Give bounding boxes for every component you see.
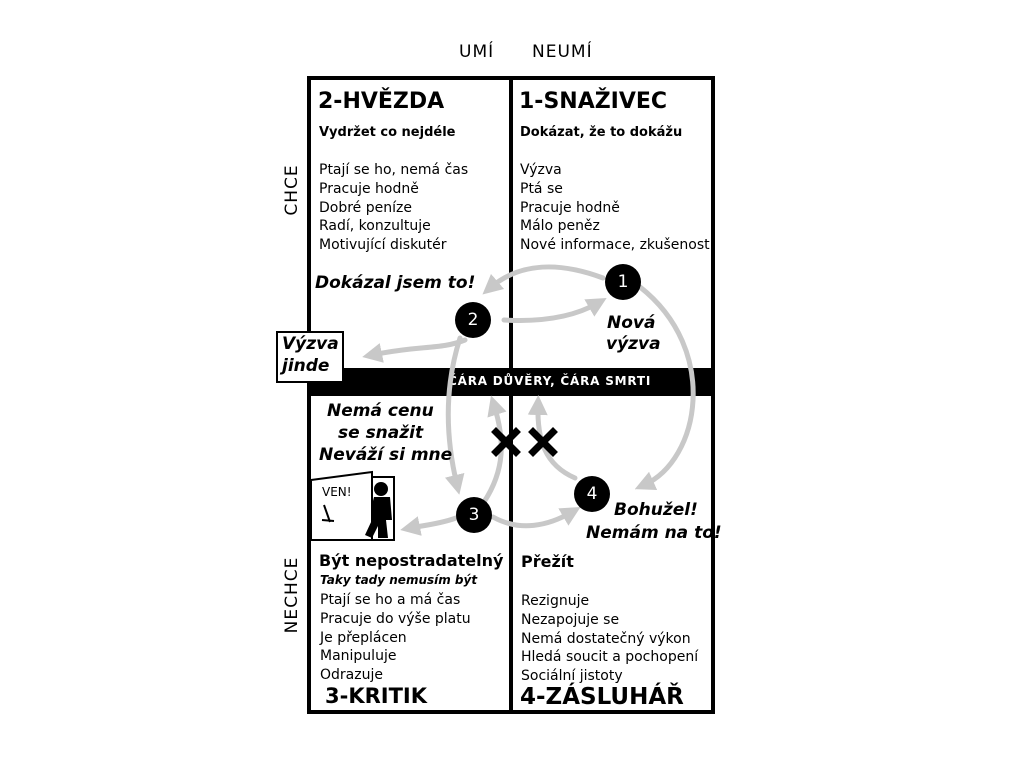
arrow-2-to-1 [504, 303, 598, 320]
arrow-3-to-exit [410, 518, 456, 528]
list-item: Pracuje hodně [520, 199, 620, 216]
list-item: Dobré peníze [319, 199, 412, 216]
list-item: Výzva [520, 162, 562, 178]
list-item: Motivující diskutér [319, 237, 447, 254]
arrow-1-to-2 [490, 267, 603, 288]
node-3: 3 [456, 497, 492, 533]
list-item: Radí, konzultuje [319, 218, 431, 235]
list-item: Nezapojuje se [521, 611, 620, 628]
list-item: Nové informace, zkušenost [520, 237, 710, 254]
column-header-umi: UMÍ [459, 42, 495, 62]
list-item: Nemá dostatečný výkon [521, 630, 691, 647]
list-item: Ptají se ho, nemá čas [319, 162, 469, 178]
callout-bohuzel-2: Nemám na to! [586, 523, 722, 543]
quadrant-4-subtitle: Přežít [521, 552, 574, 571]
arrow-3-to-4 [493, 512, 572, 526]
node-4: 4 [574, 476, 610, 512]
list-item: Málo peněz [520, 218, 600, 235]
list-item: Odrazuje [320, 667, 383, 684]
callout-vyzva-jinde-2: jinde [282, 356, 330, 376]
list-item: Ptají se ho a má čas [320, 592, 461, 608]
callout-bohuzel-1: Bohužel! [614, 500, 698, 520]
arrow-2-to-challenge [372, 340, 465, 355]
callout-nema-cenu-1: Nemá cenu [327, 401, 434, 421]
list-item: Pracuje do výše platu [320, 610, 471, 627]
quadrant-3-subtitle-2: Taky tady nemusím být [320, 573, 478, 587]
node-2: 2 [455, 302, 491, 338]
callout-nevazi: Neváží si mne [319, 445, 453, 465]
quadrant-2-title: 2-HVĚZDA [318, 89, 445, 114]
list-item: Hledá soucit a pochopení [521, 649, 699, 666]
node-1: 1 [605, 264, 641, 300]
list-item: Je přeplácen [320, 629, 407, 646]
list-item: Ptá se [520, 180, 563, 197]
row-header-nechce: NECHCE [282, 556, 302, 634]
callout-vyzva-jinde-1: Výzva [282, 334, 339, 354]
callout-nova-vyzva-2: výzva [606, 334, 661, 354]
callout-nova-vyzva-1: Nová [607, 313, 656, 333]
quadrant-3-subtitle: Být nepostradatelný [319, 551, 504, 570]
trust-line-label: ČÁRA DŮVĚRY, ČÁRA SMRTI [448, 374, 652, 388]
callout-nema-cenu-2: se snažit [338, 423, 424, 443]
quadrant-3-title: 3-KRITIK [325, 684, 427, 708]
row-header-chce: CHCE [282, 164, 302, 216]
quadrant-2-subtitle: Vydržet co nejdéle [319, 125, 456, 140]
quadrant-1-title: 1-SNAŽIVEC [519, 89, 668, 114]
quadrant-1-subtitle: Dokázat, že to dokážu [520, 125, 683, 140]
callout-dokazal: Dokázal jsem to! [315, 273, 476, 293]
list-item: Manipuluje [320, 648, 397, 665]
column-header-neumi: NEUMÍ [532, 42, 593, 62]
exit-door-figure-icon [311, 472, 394, 540]
exit-sign-label: VEN! [322, 485, 352, 499]
list-item: Sociální jistoty [521, 668, 623, 685]
list-item: Pracuje hodně [319, 180, 419, 197]
quadrant-4-title: 4-ZÁSLUHÁŘ [520, 684, 684, 710]
list-item: Rezignuje [521, 593, 590, 609]
